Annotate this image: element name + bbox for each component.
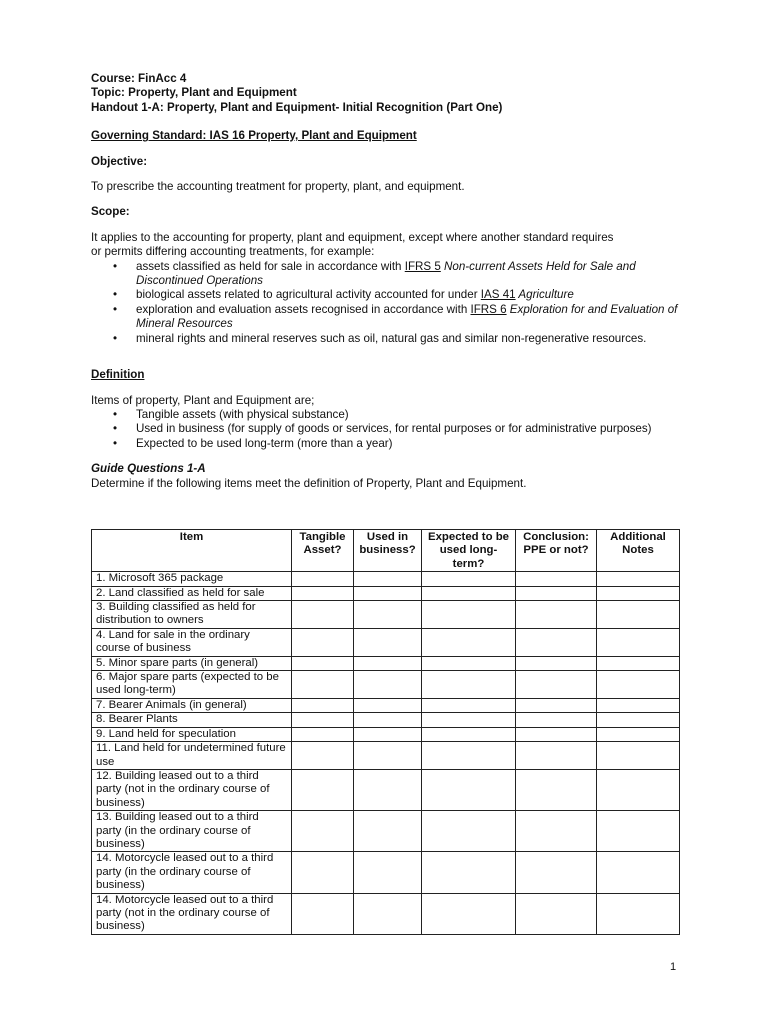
answer-cell[interactable] — [516, 601, 597, 629]
answer-cell[interactable] — [354, 586, 422, 600]
answer-cell[interactable] — [292, 811, 354, 852]
definition-item: • Used in business (for supply of goods or services, for rental purposes or for administrative purposes) — [91, 422, 681, 436]
answer-cell[interactable] — [422, 769, 516, 810]
item-cell: 1. Microsoft 365 package — [92, 572, 292, 586]
scope-item: • biological assets related to agricultural activity accounted for under IAS 41 Agriculture — [91, 288, 681, 302]
answer-cell[interactable] — [422, 671, 516, 699]
table-row — [92, 656, 680, 670]
answer-cell[interactable] — [354, 893, 422, 934]
course-line: Course: FinAcc 4 — [91, 72, 187, 85]
answer-cell[interactable] — [597, 601, 680, 629]
answer-cell[interactable] — [292, 713, 354, 727]
answer-cell[interactable] — [422, 656, 516, 670]
answer-cell[interactable] — [597, 572, 680, 586]
scope-list — [91, 260, 681, 346]
answer-cell[interactable] — [292, 586, 354, 600]
answer-cell[interactable] — [597, 586, 680, 600]
answer-cell[interactable] — [516, 586, 597, 600]
answer-cell[interactable] — [422, 586, 516, 600]
answer-cell[interactable] — [422, 713, 516, 727]
answer-cell[interactable] — [354, 698, 422, 712]
item-cell: 8. Bearer Plants — [92, 713, 292, 727]
table-row — [92, 572, 680, 586]
answer-cell[interactable] — [292, 698, 354, 712]
item-cell: 13. Building leased out to a third party (in the ordinary course of business) — [92, 811, 292, 852]
answer-cell[interactable] — [422, 852, 516, 893]
answer-cell[interactable] — [516, 769, 597, 810]
guide-questions-title: Guide Questions 1-A — [91, 462, 206, 476]
answer-cell[interactable] — [597, 671, 680, 699]
answer-cell[interactable] — [422, 628, 516, 656]
answer-cell[interactable] — [422, 601, 516, 629]
answer-cell[interactable] — [354, 572, 422, 586]
header-conclusion: Conclusion: PPE or not? — [516, 530, 597, 572]
answer-cell[interactable] — [292, 656, 354, 670]
scope-intro-line2: or permits differing accounting treatments, for example: — [91, 245, 375, 259]
handout-title: Handout 1-A: Property, Plant and Equipment- Initial Recognition (Part One) — [91, 100, 503, 114]
answer-cell[interactable] — [354, 727, 422, 741]
answer-cell[interactable] — [597, 769, 680, 810]
item-cell: 6. Major spare parts (expected to be used long-term) — [92, 671, 292, 699]
answer-cell[interactable] — [292, 769, 354, 810]
answer-cell[interactable] — [422, 698, 516, 712]
table-row — [92, 852, 680, 893]
answer-cell[interactable] — [597, 713, 680, 727]
table-row — [92, 628, 680, 656]
answer-cell[interactable] — [292, 572, 354, 586]
answer-cell[interactable] — [516, 713, 597, 727]
page-number: 1 — [670, 961, 677, 973]
definition-intro: Items of property, Plant and Equipment are; — [91, 393, 315, 407]
header-notes: Additional Notes — [597, 530, 680, 572]
answer-cell[interactable] — [354, 628, 422, 656]
answer-cell[interactable] — [292, 893, 354, 934]
topic-line: Topic: Property, Plant and Equipment — [91, 86, 297, 100]
answer-cell[interactable] — [516, 572, 597, 586]
answer-cell[interactable] — [597, 893, 680, 934]
document-body — [91, 72, 681, 491]
item-cell: 3. Building classified as held for distribution to owners — [92, 601, 292, 629]
objective-text: To prescribe the accounting treatment for property, plant, and equipment. — [91, 180, 465, 194]
answer-cell[interactable] — [354, 742, 422, 770]
table-row — [92, 671, 680, 699]
table-header-row — [92, 530, 680, 572]
answer-cell[interactable] — [516, 628, 597, 656]
answer-cell[interactable] — [516, 893, 597, 934]
item-cell: 4. Land for sale in the ordinary course of business — [92, 628, 292, 656]
definition-item: • Expected to be used long-term (more than a year) — [91, 437, 681, 451]
answer-cell[interactable] — [597, 727, 680, 741]
answer-cell[interactable] — [354, 811, 422, 852]
answer-cell[interactable] — [354, 656, 422, 670]
header-long-term: Expected to be used long-term? — [422, 530, 516, 572]
answer-cell[interactable] — [354, 671, 422, 699]
table-row — [92, 713, 680, 727]
item-cell: 9. Land held for speculation — [92, 727, 292, 741]
answer-cell[interactable] — [292, 852, 354, 893]
answer-cell[interactable] — [516, 811, 597, 852]
item-cell: 14. Motorcycle leased out to a third party (not in the ordinary course of business) — [92, 893, 292, 934]
scope-item: • exploration and evaluation assets recognised in accordance with IFRS 6 Exploration for and Evaluation of Mineral Resources — [91, 303, 681, 332]
answer-cell[interactable] — [516, 671, 597, 699]
definition-item: • Tangible assets (with physical substance) — [91, 408, 681, 422]
item-cell: 12. Building leased out to a third party (not in the ordinary course of business) — [92, 769, 292, 810]
table-row — [92, 586, 680, 600]
header-tangible: Tangible Asset? — [292, 530, 354, 572]
answer-cell[interactable] — [597, 852, 680, 893]
scope-item: • assets classified as held for sale in accordance with IFRS 5 Non-current Assets Held for Sale and Discontinued Operations — [91, 260, 681, 289]
item-cell: 5. Minor spare parts (in general) — [92, 656, 292, 670]
answer-cell[interactable] — [516, 727, 597, 741]
answer-cell[interactable] — [292, 671, 354, 699]
ppe-table — [91, 529, 680, 935]
definition-list — [91, 408, 681, 451]
answer-cell[interactable] — [422, 893, 516, 934]
answer-cell[interactable] — [597, 698, 680, 712]
item-cell: 7. Bearer Animals (in general) — [92, 698, 292, 712]
answer-cell[interactable] — [422, 811, 516, 852]
table-row — [92, 769, 680, 810]
answer-cell[interactable] — [422, 727, 516, 741]
objective-heading: Objective: — [91, 154, 148, 168]
answer-cell[interactable] — [597, 628, 680, 656]
answer-cell[interactable] — [292, 742, 354, 770]
answer-cell[interactable] — [516, 656, 597, 670]
header-item: Item — [92, 530, 292, 572]
item-cell: 14. Motorcycle leased out to a third party (in the ordinary course of business) — [92, 852, 292, 893]
table-row — [92, 742, 680, 770]
answer-cell[interactable] — [292, 601, 354, 629]
answer-cell[interactable] — [354, 713, 422, 727]
answer-cell[interactable] — [516, 742, 597, 770]
table-row — [92, 727, 680, 741]
guide-instruction: Determine if the following items meet the definition of Property, Plant and Equipment. — [91, 476, 527, 490]
answer-cell[interactable] — [422, 742, 516, 770]
table-row — [92, 893, 680, 934]
table-row — [92, 698, 680, 712]
item-cell: 11. Land held for undetermined future use — [92, 742, 292, 770]
answer-cell[interactable] — [516, 852, 597, 893]
answer-cell[interactable] — [354, 852, 422, 893]
table-row — [92, 601, 680, 629]
answer-cell[interactable] — [292, 727, 354, 741]
governing-standard: Governing Standard: IAS 16 Property, Plant and Equipment — [91, 129, 417, 143]
item-cell: 2. Land classified as held for sale — [92, 586, 292, 600]
answer-cell[interactable] — [597, 742, 680, 770]
answer-cell[interactable] — [292, 628, 354, 656]
answer-cell[interactable] — [354, 601, 422, 629]
answer-cell[interactable] — [597, 811, 680, 852]
scope-item: • mineral rights and mineral reserves such as oil, natural gas and similar non-regenerative resources. — [91, 332, 681, 346]
table-row — [92, 811, 680, 852]
answer-cell[interactable] — [354, 769, 422, 810]
definition-heading: Definition — [91, 368, 145, 382]
answer-cell[interactable] — [597, 656, 680, 670]
answer-cell[interactable] — [422, 572, 516, 586]
scope-intro-line1: It applies to the accounting for property, plant and equipment, except where another standard requires — [91, 230, 614, 244]
scope-heading: Scope: — [91, 205, 130, 219]
answer-cell[interactable] — [516, 698, 597, 712]
header-used: Used in business? — [354, 530, 422, 572]
